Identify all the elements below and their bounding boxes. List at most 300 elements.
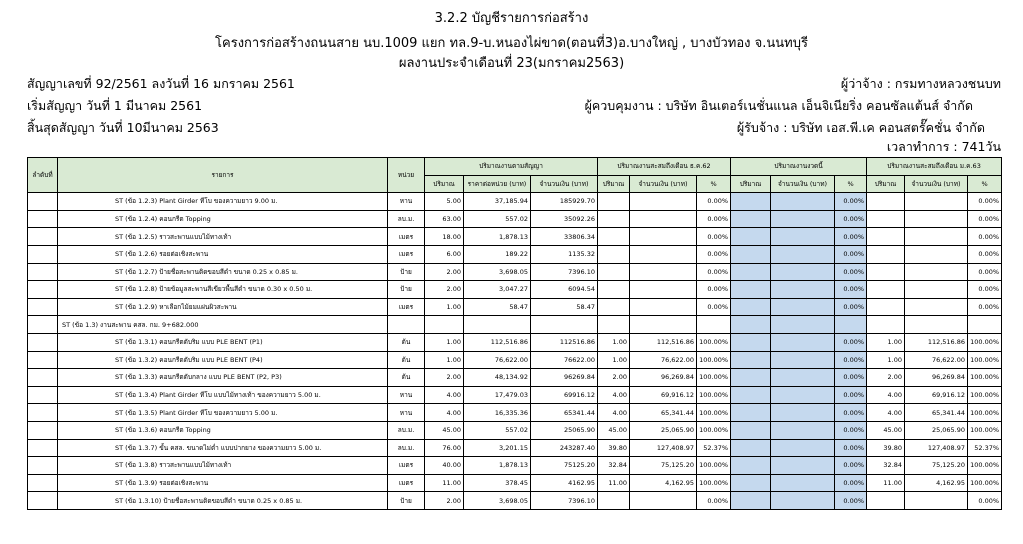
- item-cell: ST (ข้อ 1.2.5) ราวสะพานแบบไม้ทางเท้า: [58, 228, 388, 246]
- cumulative-amount-cell: [905, 210, 968, 228]
- previous-qty-cell: 1.00: [598, 333, 630, 351]
- unit-cell: หาน: [388, 404, 425, 422]
- cumulative-amount-cell: [905, 263, 968, 281]
- contract-qty-cell: 11.00: [425, 474, 464, 492]
- cumulative-pct-cell: 100.00%: [968, 404, 1002, 422]
- period-qty-cell: [731, 333, 771, 351]
- period-amount-cell: [771, 421, 835, 439]
- header-amount: จำนวนเงิน (บาท): [630, 175, 697, 193]
- header-qty: ปริมาณ: [598, 175, 630, 193]
- seq-cell: [28, 316, 58, 334]
- period-amount-cell: [771, 281, 835, 299]
- previous-pct-cell: 0.00%: [697, 245, 731, 263]
- contract-unit-price-cell: 58.47: [464, 298, 531, 316]
- period-qty-cell: [731, 298, 771, 316]
- period-qty-cell: [731, 228, 771, 246]
- period-pct-cell: 0.00%: [835, 457, 867, 475]
- period-qty-cell: [731, 439, 771, 457]
- table-row: [28, 316, 1002, 334]
- contract-unit-price-cell: 76,622.00: [464, 351, 531, 369]
- period-qty-cell: [731, 474, 771, 492]
- contract-qty-cell: 6.00: [425, 245, 464, 263]
- cumulative-qty-cell: [867, 210, 905, 228]
- header-group-this-period: ปริมาณงานงวดนี้: [731, 158, 867, 176]
- unit-cell: ลบ.ม.: [388, 421, 425, 439]
- previous-pct-cell: 100.00%: [697, 333, 731, 351]
- contract-qty-cell: 4.00: [425, 386, 464, 404]
- unit-cell: เมตร: [388, 228, 425, 246]
- previous-amount-cell: 4,162.95: [630, 474, 697, 492]
- period-amount-cell: [771, 369, 835, 387]
- seq-cell: [28, 245, 58, 263]
- contract-qty-cell: 5.00: [425, 193, 464, 211]
- period-qty-cell: [731, 351, 771, 369]
- cumulative-pct-cell: 100.00%: [968, 369, 1002, 387]
- header-pct: %: [697, 175, 731, 193]
- header-seq: ลำดับที่: [28, 158, 58, 193]
- period-qty-cell: [731, 386, 771, 404]
- contract-amount-cell: 243287.40: [531, 439, 598, 457]
- previous-pct-cell: 100.00%: [697, 404, 731, 422]
- table-row: [28, 281, 1002, 299]
- supervisor: ผู้ควบคุมงาน : บริษัท อินเตอร์เนชั่นแนล เอ็นจิเนียริ่ง คอนซัลแต้นส์ จำกัด: [584, 98, 973, 113]
- unit-cell: เมตร: [388, 245, 425, 263]
- previous-pct-cell: [697, 316, 731, 334]
- seq-cell: [28, 210, 58, 228]
- previous-qty-cell: 39.80: [598, 439, 630, 457]
- previous-pct-cell: 100.00%: [697, 457, 731, 475]
- contract-qty-cell: 1.00: [425, 298, 464, 316]
- cumulative-qty-cell: [867, 245, 905, 263]
- previous-amount-cell: [630, 316, 697, 334]
- period-pct-cell: 0.00%: [835, 298, 867, 316]
- item-cell: ST (ข้อ 1.2.6) รอยต่อเชิงสะพาน: [58, 245, 388, 263]
- period-amount-cell: [771, 474, 835, 492]
- period-pct-cell: 0.00%: [835, 404, 867, 422]
- period-amount-cell: [771, 263, 835, 281]
- item-cell: ST (ข้อ 1.3.1) คอนกรีตตับริม แบบ PLE BENT (P1): [58, 333, 388, 351]
- table-row: [28, 263, 1002, 281]
- seq-cell: [28, 228, 58, 246]
- period-amount-cell: [771, 439, 835, 457]
- cumulative-pct-cell: 100.00%: [968, 386, 1002, 404]
- cumulative-qty-cell: [867, 193, 905, 211]
- period-pct-cell: 0.00%: [835, 193, 867, 211]
- cumulative-qty-cell: [867, 263, 905, 281]
- contract-amount-cell: 65341.44: [531, 404, 598, 422]
- contract-qty-cell: 45.00: [425, 421, 464, 439]
- previous-amount-cell: [630, 228, 697, 246]
- cumulative-qty-cell: 4.00: [867, 404, 905, 422]
- period-amount-cell: [771, 333, 835, 351]
- period-pct-cell: 0.00%: [835, 263, 867, 281]
- contract-unit-price-cell: 3,201.15: [464, 439, 531, 457]
- contract-unit-price-cell: 1,878.13: [464, 457, 531, 475]
- cumulative-qty-cell: [867, 492, 905, 510]
- contract-unit-price-cell: 3,698.05: [464, 492, 531, 510]
- period-pct-cell: 0.00%: [835, 474, 867, 492]
- contract-amount-cell: 1135.32: [531, 245, 598, 263]
- table-body: [28, 193, 1002, 510]
- contract-unit-price-cell: 112,516.86: [464, 333, 531, 351]
- previous-pct-cell: 0.00%: [697, 210, 731, 228]
- header-group-cumulative: ปริมาณงานสะสมถึงเดือน ม.ค.63: [867, 158, 1002, 176]
- header-qty: ปริมาณ: [731, 175, 771, 193]
- header-amount: จำนวนเงิน (บาท): [905, 175, 968, 193]
- cumulative-pct-cell: 0.00%: [968, 228, 1002, 246]
- previous-pct-cell: 100.00%: [697, 369, 731, 387]
- previous-qty-cell: [598, 263, 630, 281]
- cumulative-amount-cell: 112,516.86: [905, 333, 968, 351]
- period-pct-cell: 0.00%: [835, 245, 867, 263]
- table-row: [28, 421, 1002, 439]
- contract-amount-cell: 4162.95: [531, 474, 598, 492]
- item-cell: ST (ข้อ 1.3.4) Plant Girder ทีโบ แบบไม้ทางเท้า ของความยาว 5.00 ม.: [58, 386, 388, 404]
- previous-qty-cell: 32.84: [598, 457, 630, 475]
- contract-qty-cell: 63.00: [425, 210, 464, 228]
- seq-cell: [28, 333, 58, 351]
- cumulative-pct-cell: 52.37%: [968, 439, 1002, 457]
- cumulative-amount-cell: 96,269.84: [905, 369, 968, 387]
- seq-cell: [28, 421, 58, 439]
- contract-qty-cell: 40.00: [425, 457, 464, 475]
- unit-cell: หาน: [388, 386, 425, 404]
- previous-qty-cell: [598, 193, 630, 211]
- previous-amount-cell: [630, 245, 697, 263]
- period-pct-cell: [835, 316, 867, 334]
- contractor: ผู้รับจ้าง : บริษัท เอส.พี.เค คอนสตรั๊คชั่น จำกัด: [736, 120, 985, 135]
- header-qty: ปริมาณ: [867, 175, 905, 193]
- cumulative-pct-cell: 100.00%: [968, 333, 1002, 351]
- previous-qty-cell: [598, 316, 630, 334]
- unit-cell: ป้าย: [388, 263, 425, 281]
- previous-amount-cell: 25,065.90: [630, 421, 697, 439]
- contract-amount-cell: 75125.20: [531, 457, 598, 475]
- cumulative-qty-cell: 2.00: [867, 369, 905, 387]
- document-title: 3.2.2 บัญชีรายการก่อสร้าง: [434, 11, 589, 26]
- cumulative-amount-cell: 4,162.95: [905, 474, 968, 492]
- period-amount-cell: [771, 492, 835, 510]
- contract-unit-price-cell: 37,185.94: [464, 193, 531, 211]
- table-row: [28, 351, 1002, 369]
- cumulative-qty-cell: [867, 281, 905, 299]
- table-row: [28, 474, 1002, 492]
- header-unit-price: ราคาต่อหน่วย (บาท): [464, 175, 531, 193]
- cumulative-pct-cell: 0.00%: [968, 281, 1002, 299]
- unit-cell: ป้าย: [388, 492, 425, 510]
- header-amount: จำนวนเงิน (บาท): [531, 175, 598, 193]
- table-row: [28, 193, 1002, 211]
- table-row: [28, 210, 1002, 228]
- previous-qty-cell: 4.00: [598, 386, 630, 404]
- cumulative-amount-cell: 75,125.20: [905, 457, 968, 475]
- header-unit: หน่วย: [388, 158, 425, 193]
- cumulative-amount-cell: [905, 316, 968, 334]
- table-row: [28, 439, 1002, 457]
- report-period: ผลงานประจำเดือนที่ 23(มกราคม2563): [398, 56, 625, 71]
- contract-amount-cell: 76622.00: [531, 351, 598, 369]
- previous-amount-cell: [630, 281, 697, 299]
- seq-cell: [28, 404, 58, 422]
- contract-unit-price-cell: 3,047.27: [464, 281, 531, 299]
- previous-qty-cell: 4.00: [598, 404, 630, 422]
- cumulative-pct-cell: 0.00%: [968, 263, 1002, 281]
- previous-qty-cell: 2.00: [598, 369, 630, 387]
- cumulative-pct-cell: 100.00%: [968, 351, 1002, 369]
- period-amount-cell: [771, 298, 835, 316]
- header-group-previous: ปริมาณงานสะสมถึงเดือน ธ.ค.62: [598, 158, 731, 176]
- contract-amount-cell: 7396.10: [531, 492, 598, 510]
- period-pct-cell: 0.00%: [835, 228, 867, 246]
- seq-cell: [28, 369, 58, 387]
- contract-unit-price-cell: 557.02: [464, 210, 531, 228]
- contract-qty-cell: [425, 316, 464, 334]
- period-pct-cell: 0.00%: [835, 369, 867, 387]
- period-qty-cell: [731, 281, 771, 299]
- table-row: [28, 369, 1002, 387]
- working-duration: เวลาทำการ : 741วัน: [886, 139, 1001, 154]
- seq-cell: [28, 298, 58, 316]
- previous-amount-cell: 69,916.12: [630, 386, 697, 404]
- item-cell: ST (ข้อ 1.2.3) Plant Girder ทีโบ ของความยาว 9.00 ม.: [58, 193, 388, 211]
- contract-amount-cell: 6094.54: [531, 281, 598, 299]
- cumulative-qty-cell: 45.00: [867, 421, 905, 439]
- period-pct-cell: 0.00%: [835, 281, 867, 299]
- period-qty-cell: [731, 316, 771, 334]
- project-name: โครงการก่อสร้างถนนสาย นบ.1009 แยก ทล.9-บ.หนองไผ่ขาด(ตอนที่3)อ.บางใหญ่ , บางบัวทอง จ.นนทบุรี: [215, 36, 808, 51]
- cumulative-qty-cell: [867, 228, 905, 246]
- contract-qty-cell: 2.00: [425, 369, 464, 387]
- seq-cell: [28, 439, 58, 457]
- contract-amount-cell: 7396.10: [531, 263, 598, 281]
- period-amount-cell: [771, 351, 835, 369]
- table-row: [28, 457, 1002, 475]
- item-cell: ST (ข้อ 1.3.7) ขั้น คสล. ขนาดไม่ต่ำ แบบปากยาง ของความยาว 5.00 ม.: [58, 439, 388, 457]
- cumulative-qty-cell: 4.00: [867, 386, 905, 404]
- cumulative-pct-cell: 100.00%: [968, 421, 1002, 439]
- unit-cell: ป้าย: [388, 281, 425, 299]
- previous-amount-cell: 96,269.84: [630, 369, 697, 387]
- unit-cell: เมตร: [388, 298, 425, 316]
- period-pct-cell: 0.00%: [835, 333, 867, 351]
- table-row: [28, 298, 1002, 316]
- item-cell: ST (ข้อ 1.3.9) รอยต่อเชิงสะพาน: [58, 474, 388, 492]
- unit-cell: เมตร: [388, 457, 425, 475]
- period-pct-cell: 0.00%: [835, 492, 867, 510]
- contract-end: สิ้นสุดสัญญา วันที่ 10มีนาคม 2563: [27, 120, 219, 135]
- seq-cell: [28, 386, 58, 404]
- cumulative-pct-cell: 0.00%: [968, 492, 1002, 510]
- contract-qty-cell: 18.00: [425, 228, 464, 246]
- cumulative-qty-cell: 1.00: [867, 333, 905, 351]
- unit-cell: ต้น: [388, 333, 425, 351]
- cumulative-pct-cell: 0.00%: [968, 298, 1002, 316]
- previous-qty-cell: [598, 228, 630, 246]
- contract-unit-price-cell: [464, 316, 531, 334]
- cumulative-qty-cell: [867, 316, 905, 334]
- period-qty-cell: [731, 421, 771, 439]
- cumulative-amount-cell: [905, 228, 968, 246]
- contract-unit-price-cell: 1,878.13: [464, 228, 531, 246]
- period-amount-cell: [771, 210, 835, 228]
- contract-amount-cell: 112516.86: [531, 333, 598, 351]
- period-pct-cell: 0.00%: [835, 210, 867, 228]
- header-pct: %: [835, 175, 867, 193]
- period-qty-cell: [731, 263, 771, 281]
- cumulative-amount-cell: [905, 298, 968, 316]
- contract-number: สัญญาเลขที่ 92/2561 ลงวันที่ 16 มกราคม 2561: [27, 76, 295, 91]
- previous-amount-cell: 75,125.20: [630, 457, 697, 475]
- contract-qty-cell: 76.00: [425, 439, 464, 457]
- period-qty-cell: [731, 369, 771, 387]
- cumulative-amount-cell: 25,065.90: [905, 421, 968, 439]
- previous-amount-cell: 112,516.86: [630, 333, 697, 351]
- unit-cell: ลบ.ม.: [388, 210, 425, 228]
- cumulative-qty-cell: 11.00: [867, 474, 905, 492]
- period-qty-cell: [731, 193, 771, 211]
- item-cell: ST (ข้อ 1.3.3) คอนกรีตตับกลาง แบบ PLE BENT (P2, P3): [58, 369, 388, 387]
- period-amount-cell: [771, 193, 835, 211]
- period-pct-cell: 0.00%: [835, 439, 867, 457]
- period-pct-cell: 0.00%: [835, 421, 867, 439]
- item-cell: ST (ข้อ 1.3.8) ราวสะพานแบบไม้ทางเท้า: [58, 457, 388, 475]
- previous-qty-cell: [598, 492, 630, 510]
- cumulative-pct-cell: 100.00%: [968, 474, 1002, 492]
- previous-qty-cell: 11.00: [598, 474, 630, 492]
- header-item: รายการ: [58, 158, 388, 193]
- period-amount-cell: [771, 316, 835, 334]
- period-amount-cell: [771, 228, 835, 246]
- table-row: [28, 386, 1002, 404]
- period-amount-cell: [771, 386, 835, 404]
- item-cell: ST (ข้อ 1.2.7) ป้ายชื่อสะพานติดขอบสีดำ ขนาด 0.25 x 0.85 ม.: [58, 263, 388, 281]
- period-pct-cell: 0.00%: [835, 386, 867, 404]
- unit-cell: ต้น: [388, 351, 425, 369]
- contract-amount-cell: 33806.34: [531, 228, 598, 246]
- period-qty-cell: [731, 457, 771, 475]
- seq-cell: [28, 492, 58, 510]
- seq-cell: [28, 281, 58, 299]
- contract-qty-cell: 2.00: [425, 281, 464, 299]
- cumulative-amount-cell: [905, 193, 968, 211]
- item-cell: ST (ข้อ 1.2.9) หาเลือกไม้ยมแผ่นผิวสะพาน: [58, 298, 388, 316]
- contract-start: เริ่มสัญญา วันที่ 1 มีนาคม 2561: [27, 98, 203, 113]
- table-row: [28, 333, 1002, 351]
- contract-amount-cell: 96269.84: [531, 369, 598, 387]
- contract-unit-price-cell: 16,335.36: [464, 404, 531, 422]
- contract-qty-cell: 1.00: [425, 351, 464, 369]
- contract-amount-cell: 25065.90: [531, 421, 598, 439]
- previous-qty-cell: 1.00: [598, 351, 630, 369]
- previous-amount-cell: [630, 263, 697, 281]
- header-pct: %: [968, 175, 1002, 193]
- period-qty-cell: [731, 210, 771, 228]
- item-cell: ST (ข้อ 1.3) งานสะพาน คสล. กม. 9+682.000: [58, 316, 388, 334]
- contract-unit-price-cell: 378.45: [464, 474, 531, 492]
- seq-cell: [28, 474, 58, 492]
- cumulative-pct-cell: [968, 316, 1002, 334]
- previous-pct-cell: 52.37%: [697, 439, 731, 457]
- previous-pct-cell: 100.00%: [697, 386, 731, 404]
- seq-cell: [28, 193, 58, 211]
- item-cell: ST (ข้อ 1.3.5) Plant Girder ทีโบ ของความยาว 5.00 ม.: [58, 404, 388, 422]
- previous-amount-cell: 127,408.97: [630, 439, 697, 457]
- header-qty: ปริมาณ: [425, 175, 464, 193]
- contract-unit-price-cell: 557.02: [464, 421, 531, 439]
- cumulative-amount-cell: [905, 492, 968, 510]
- contract-qty-cell: 1.00: [425, 333, 464, 351]
- period-pct-cell: 0.00%: [835, 351, 867, 369]
- previous-qty-cell: [598, 281, 630, 299]
- previous-amount-cell: [630, 193, 697, 211]
- bill-of-quantities-table: [27, 157, 1002, 510]
- period-amount-cell: [771, 457, 835, 475]
- contract-unit-price-cell: 17,479.03: [464, 386, 531, 404]
- contract-amount-cell: 69916.12: [531, 386, 598, 404]
- table-row: [28, 404, 1002, 422]
- table-row: [28, 228, 1002, 246]
- previous-pct-cell: 100.00%: [697, 474, 731, 492]
- unit-cell: เมตร: [388, 474, 425, 492]
- cumulative-pct-cell: 0.00%: [968, 245, 1002, 263]
- previous-qty-cell: 45.00: [598, 421, 630, 439]
- previous-pct-cell: 0.00%: [697, 263, 731, 281]
- contract-amount-cell: 35092.26: [531, 210, 598, 228]
- previous-amount-cell: [630, 298, 697, 316]
- previous-pct-cell: 0.00%: [697, 193, 731, 211]
- cumulative-qty-cell: 32.84: [867, 457, 905, 475]
- employer: ผู้ว่าจ้าง : กรมทางหลวงชนบท: [840, 76, 1001, 91]
- previous-pct-cell: 100.00%: [697, 421, 731, 439]
- contract-amount-cell: [531, 316, 598, 334]
- previous-qty-cell: [598, 245, 630, 263]
- cumulative-amount-cell: 65,341.44: [905, 404, 968, 422]
- previous-qty-cell: [598, 298, 630, 316]
- cumulative-qty-cell: 1.00: [867, 351, 905, 369]
- seq-cell: [28, 457, 58, 475]
- previous-pct-cell: 0.00%: [697, 281, 731, 299]
- previous-amount-cell: 65,341.44: [630, 404, 697, 422]
- cumulative-pct-cell: 0.00%: [968, 193, 1002, 211]
- cumulative-amount-cell: 69,916.12: [905, 386, 968, 404]
- contract-qty-cell: 2.00: [425, 263, 464, 281]
- cumulative-pct-cell: 0.00%: [968, 210, 1002, 228]
- cumulative-amount-cell: 127,408.97: [905, 439, 968, 457]
- item-cell: ST (ข้อ 1.2.4) คอนกรีต Topping: [58, 210, 388, 228]
- header-amount: จำนวนเงิน (บาท): [771, 175, 835, 193]
- unit-cell: ลบ.ม.: [388, 439, 425, 457]
- previous-qty-cell: [598, 210, 630, 228]
- period-qty-cell: [731, 245, 771, 263]
- contract-amount-cell: 58.47: [531, 298, 598, 316]
- previous-amount-cell: [630, 210, 697, 228]
- unit-cell: [388, 316, 425, 334]
- unit-cell: หาน: [388, 193, 425, 211]
- period-amount-cell: [771, 245, 835, 263]
- cumulative-qty-cell: [867, 298, 905, 316]
- cumulative-qty-cell: 39.80: [867, 439, 905, 457]
- item-cell: ST (ข้อ 1.2.8) ป้ายข้อมูลสะพานสีเขียวพื้นสีดำ ขนาด 0.30 x 0.50 ม.: [58, 281, 388, 299]
- seq-cell: [28, 351, 58, 369]
- period-qty-cell: [731, 404, 771, 422]
- cumulative-amount-cell: 76,622.00: [905, 351, 968, 369]
- contract-unit-price-cell: 3,698.05: [464, 263, 531, 281]
- header-group-contract: ปริมาณงานตามสัญญา: [425, 158, 598, 176]
- contract-unit-price-cell: 189.22: [464, 245, 531, 263]
- contract-unit-price-cell: 48,134.92: [464, 369, 531, 387]
- table-row: [28, 245, 1002, 263]
- period-amount-cell: [771, 404, 835, 422]
